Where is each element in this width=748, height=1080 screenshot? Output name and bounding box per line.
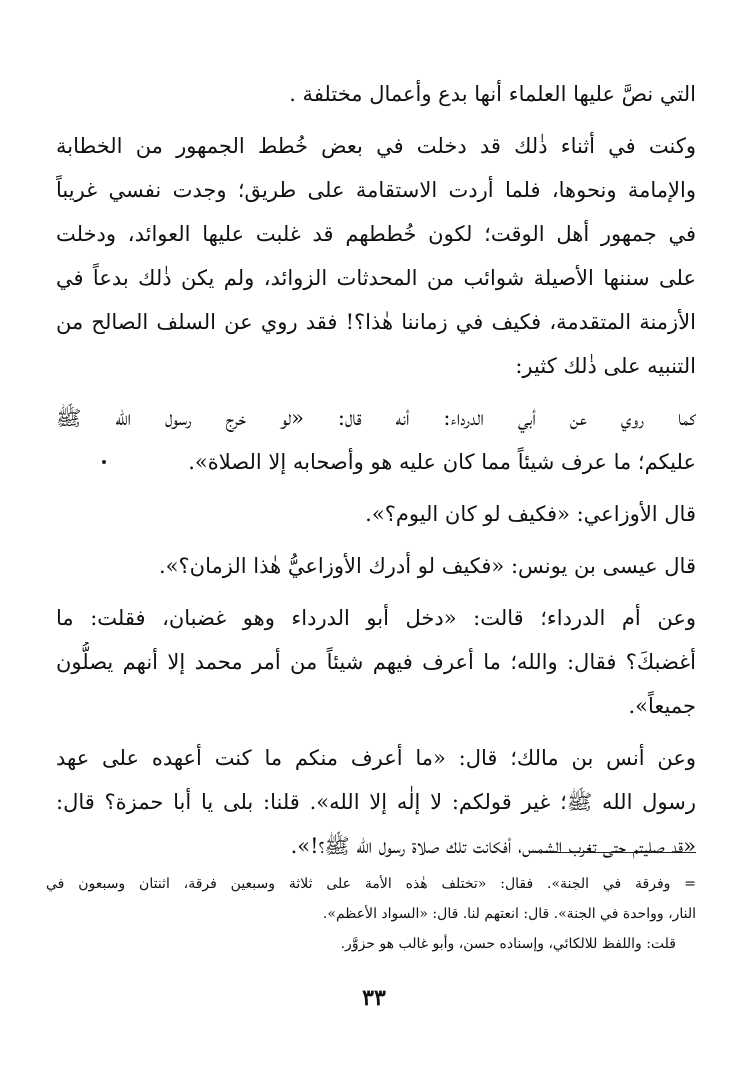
paragraph-2-line-1: وكنت في أثناء ذٰلك قد دخلت في بعض خُطط الجمهور من الخطابة (56, 134, 696, 158)
paragraph-2-line-6: التنبيه على ذٰلك كثير: (515, 354, 696, 378)
paragraph-5-line-1: قال عيسى بن يونس: «فكيف لو أدرك الأوزاعيُّ هٰذا الزمان؟». (159, 554, 696, 578)
footnote-line-3: قلت: واللفظ للالكائي، وإسناده حسن، وأبو غالب هو حزوَّر. (340, 936, 676, 952)
paragraph-7-line-3: «قد صليتم حتى تغرب الشمس، أفكانت تلك صلاة رسول الله ﷺ؟!». (290, 834, 696, 858)
paragraph-6-line-3: جميعاً». (628, 694, 696, 718)
paragraph-3-line-2: عليكم؛ ما عرف شيئاً مما كان عليه هو وأصحابه إلا الصلاة». (188, 450, 696, 474)
footnote-separator (546, 852, 696, 853)
page-number: ٣٣ (362, 985, 386, 1011)
footnote-line-2: النار، وواحدة في الجنة». قال: انعتهم لنا. قال: «السواد الأعظم». (322, 906, 696, 922)
paragraph-2-line-3: في جمهور أهل الوقت؛ لكون خُططهم قد غلبت عليها العوائد، ودخلت (56, 222, 696, 246)
scan-speck (102, 460, 106, 464)
footnote-line-1: = وفرقة في الجنة». فقال: «تختلف هٰذه الأمة على ثلاثة وسبعين فرقة، اثنتان وسبعون في (46, 876, 696, 892)
paragraph-2-line-5: الأزمنة المتقدمة، فكيف في زماننا هٰذا؟! فقد روي عن السلف الصالح من (56, 310, 696, 334)
paragraph-2-line-4: على سننها الأصيلة شوائب من المحدثات الزوائد، ولم يكن ذٰلك بدعاً في (56, 266, 696, 290)
paragraph-6-line-1: وعن أم الدرداء؛ قالت: «دخل أبو الدرداء وهو غضبان، فقلت: ما (56, 606, 696, 630)
paragraph-6-line-2: أغضبكَ؟ فقال: والله؛ ما أعرف فيهم شيئاً من أمر محمد إلا أنهم يصلُّون (56, 650, 696, 674)
paragraph-2-line-2: والإمامة ونحوها، فلما أردت الاستقامة على طريق؛ وجدت نفسي غريباً (56, 178, 696, 202)
paragraph-7-line-2: رسول الله ﷺ؛ غير قولكم: لا إلٰه إلا الله». قلنا: بلى يا أبا حمزة؟ قال: (56, 790, 696, 814)
paragraph-7-line-1: وعن أنس بن مالك؛ قال: «ما أعرف منكم ما كنت أعهده على عهد (56, 746, 696, 770)
paragraph-3-line-1: كما روي عن أبي الدرداء: أنه قال: «لو خرج رسول الله ﷺ (56, 406, 696, 430)
paragraph-1-line-1: التي نصَّ عليها العلماء أنها بدع وأعمال مختلفة . (289, 82, 696, 106)
paragraph-4-line-1: قال الأوزاعي: «فكيف لو كان اليوم؟». (365, 502, 696, 526)
